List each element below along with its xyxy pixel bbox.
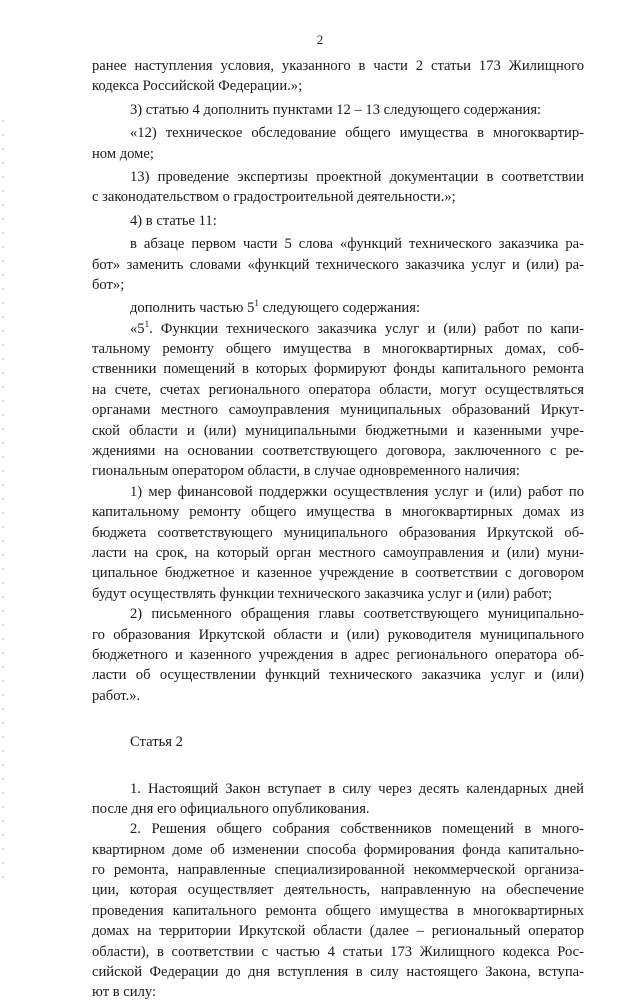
- paragraph-article-2-item-2: [92, 819, 584, 1003]
- text-line: гиональным оператором области, в случае одновременного наличия:: [92, 463, 520, 480]
- text-fragment: следующего содержания:: [258, 300, 421, 317]
- text-line: квартирном доме об изменении способа формирования фонда капитально-: [92, 841, 584, 858]
- article-heading: Статья 2: [130, 734, 183, 751]
- document-body: [92, 56, 584, 1003]
- text-line: ственники помещений в которых формируют фонды капитального ремонта: [92, 361, 584, 378]
- superscript: 1: [144, 318, 150, 329]
- text-line: бот» заменить словами «функций технического заказчика услуг и (или) ра-: [92, 256, 584, 273]
- text-line: ласти на срок, на который орган местного самоуправления и (или) муни-: [92, 544, 584, 561]
- scan-edge-marks: [2, 120, 4, 880]
- superscript: 1: [254, 298, 259, 309]
- text-line: ласти об осуществлении функций технического заказчика услуг и (или): [92, 667, 584, 684]
- paragraph-condition-1: [92, 482, 584, 604]
- paragraph-continuation: [92, 56, 584, 97]
- text-line: ждениями на основании соответствующего договора, заключенного с ре-: [92, 443, 584, 460]
- text-line: в абзаце первом части 5 слова «функций технического заказчика ра-: [130, 236, 584, 253]
- text-line: 1. Настоящий Закон вступает в силу через десять календарных дней: [130, 780, 584, 797]
- text-line: области), в соответствии с частью 4 статьи 173 Жилищного кодекса Рос-: [92, 943, 584, 960]
- text-line: 2. Решения общего собрания собственников помещений в много-: [130, 821, 584, 838]
- text-line: капитальному ремонту общего имущества в многоквартирных домах из: [92, 504, 584, 521]
- text-line: [92, 298, 584, 318]
- text-line: кодекса Российской Федерации.»;: [92, 78, 303, 95]
- text-line: с законодательством о градостроительной деятельности.»;: [92, 189, 456, 206]
- paragraph-article-11-part-5: [92, 234, 584, 295]
- text-line: «12) техническое обследование общего имущества в многоквартир-: [130, 125, 584, 142]
- text-fragment: . Функции технического заказчика услуг и (или) работ по капи-: [149, 320, 584, 337]
- text-fragment: «5: [130, 320, 145, 337]
- paragraph-part-5-1: [92, 319, 584, 482]
- paragraph-item-13: [92, 167, 584, 208]
- text-line: 3) статью 4 дополнить пунктами 12 – 13 следующего содержания:: [130, 101, 542, 118]
- text-line: ции, которая осуществляет деятельность, направленную на обеспечение: [92, 882, 584, 899]
- page-number: 2: [316, 32, 324, 47]
- text-line: ют в силу:: [92, 984, 157, 1001]
- text-line: проведения капитального ремонта общего имущества в многоквартирных: [92, 902, 584, 919]
- text-line: органами местного самоуправления муниципальных образований Иркут-: [92, 402, 584, 419]
- text-line: бюджетного и казенного учреждения в адрес регионального оператора об-: [92, 646, 584, 663]
- text-fragment: дополнить частью 5: [130, 300, 255, 317]
- text-line: ранее наступления условия, указанного в части 2 статьи 173 Жилищного: [92, 58, 584, 74]
- text-line: домах на территории Иркутской области (далее – региональный оператор: [92, 923, 584, 940]
- text-line: ципальное бюджетное и казенное учреждение в соответствии с договором: [92, 565, 584, 582]
- paragraph-article-2-item-1: [92, 779, 584, 820]
- text-line: будут осуществлять функции технического заказчика услуг и (или) работ;: [92, 585, 553, 602]
- text-line: [92, 319, 584, 339]
- text-line: после дня его официального опубликования.: [92, 800, 370, 817]
- text-line: 13) проведение экспертизы проектной документации в соответствии: [130, 168, 584, 185]
- text-line: работ.».: [92, 687, 141, 704]
- text-line: 1) мер финансовой поддержки осуществления услуг и (или) работ по: [130, 483, 584, 500]
- paragraph-item-12: [92, 123, 584, 164]
- text-line: бот»;: [92, 276, 125, 293]
- text-line: го ремонта, направленные специализированной некоммерческой организа-: [92, 862, 584, 879]
- text-line: го образования Иркутской области и (или) руководителя муниципального: [92, 626, 584, 643]
- paragraph-condition-2: [92, 604, 584, 706]
- text-line: 2) письменного обращения главы соответствующего муниципально-: [130, 606, 584, 623]
- text-line: бюджета соответствующего муниципального образования Иркутской об-: [92, 524, 584, 541]
- text-line: ской области и (или) муниципальными бюджетными и казенными учре-: [92, 422, 584, 439]
- text-line: тальному ремонту общего имущества в многоквартирных домах, соб-: [92, 341, 584, 358]
- text-line: ном доме;: [92, 145, 154, 162]
- text-line: 4) в статье 11:: [130, 212, 217, 229]
- text-line: на счете, счетах регионального оператора области, могут осуществляться: [92, 381, 584, 398]
- text-line: сийской Федерации до дня вступления в силу настоящего Закона, вступа-: [92, 964, 584, 981]
